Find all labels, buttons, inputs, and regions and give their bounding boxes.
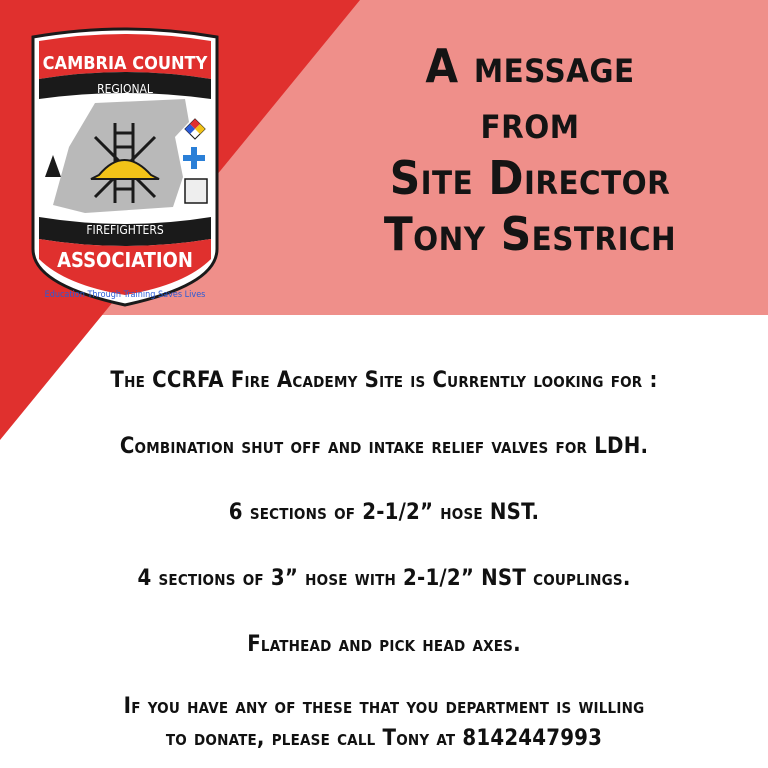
headline-line-2: from xyxy=(480,95,580,149)
headline-line-4: Tony Sestrich xyxy=(383,207,677,261)
needed-item-4: Flathead and pick head axes. xyxy=(247,632,521,657)
logo-tagline: Education Through Training Saves Lives xyxy=(44,290,206,300)
needed-item-3: 4 sections of 3” hose with 2-1/2” NST couplings. xyxy=(137,566,631,591)
closing-line-1: If you have any of these that you department is willing xyxy=(123,694,645,719)
logo-top-text: CAMBRIA COUNTY xyxy=(42,53,208,74)
headline xyxy=(337,38,723,262)
ccrfa-logo xyxy=(25,27,225,309)
needed-item-2: 6 sections of 2-1/2” hose NST. xyxy=(228,500,540,525)
logo-bottom-text-1: FIREFIGHTERS xyxy=(86,223,164,237)
keystone-badge-icon xyxy=(185,179,207,203)
logo-sub-text: REGIONAL xyxy=(97,82,153,96)
closing-line-2: to donate, please call Tony at 8142447993 xyxy=(165,726,603,751)
intro-text: The CCRFA Fire Academy Site is Currently looking for : xyxy=(110,368,658,393)
needed-item-1: Combination shut off and intake relief valves for LDH. xyxy=(119,434,649,459)
logo-bottom-text-2: ASSOCIATION xyxy=(57,248,193,272)
headline-line-1: A message xyxy=(425,39,635,93)
headline-line-3: Site Director xyxy=(389,151,671,205)
